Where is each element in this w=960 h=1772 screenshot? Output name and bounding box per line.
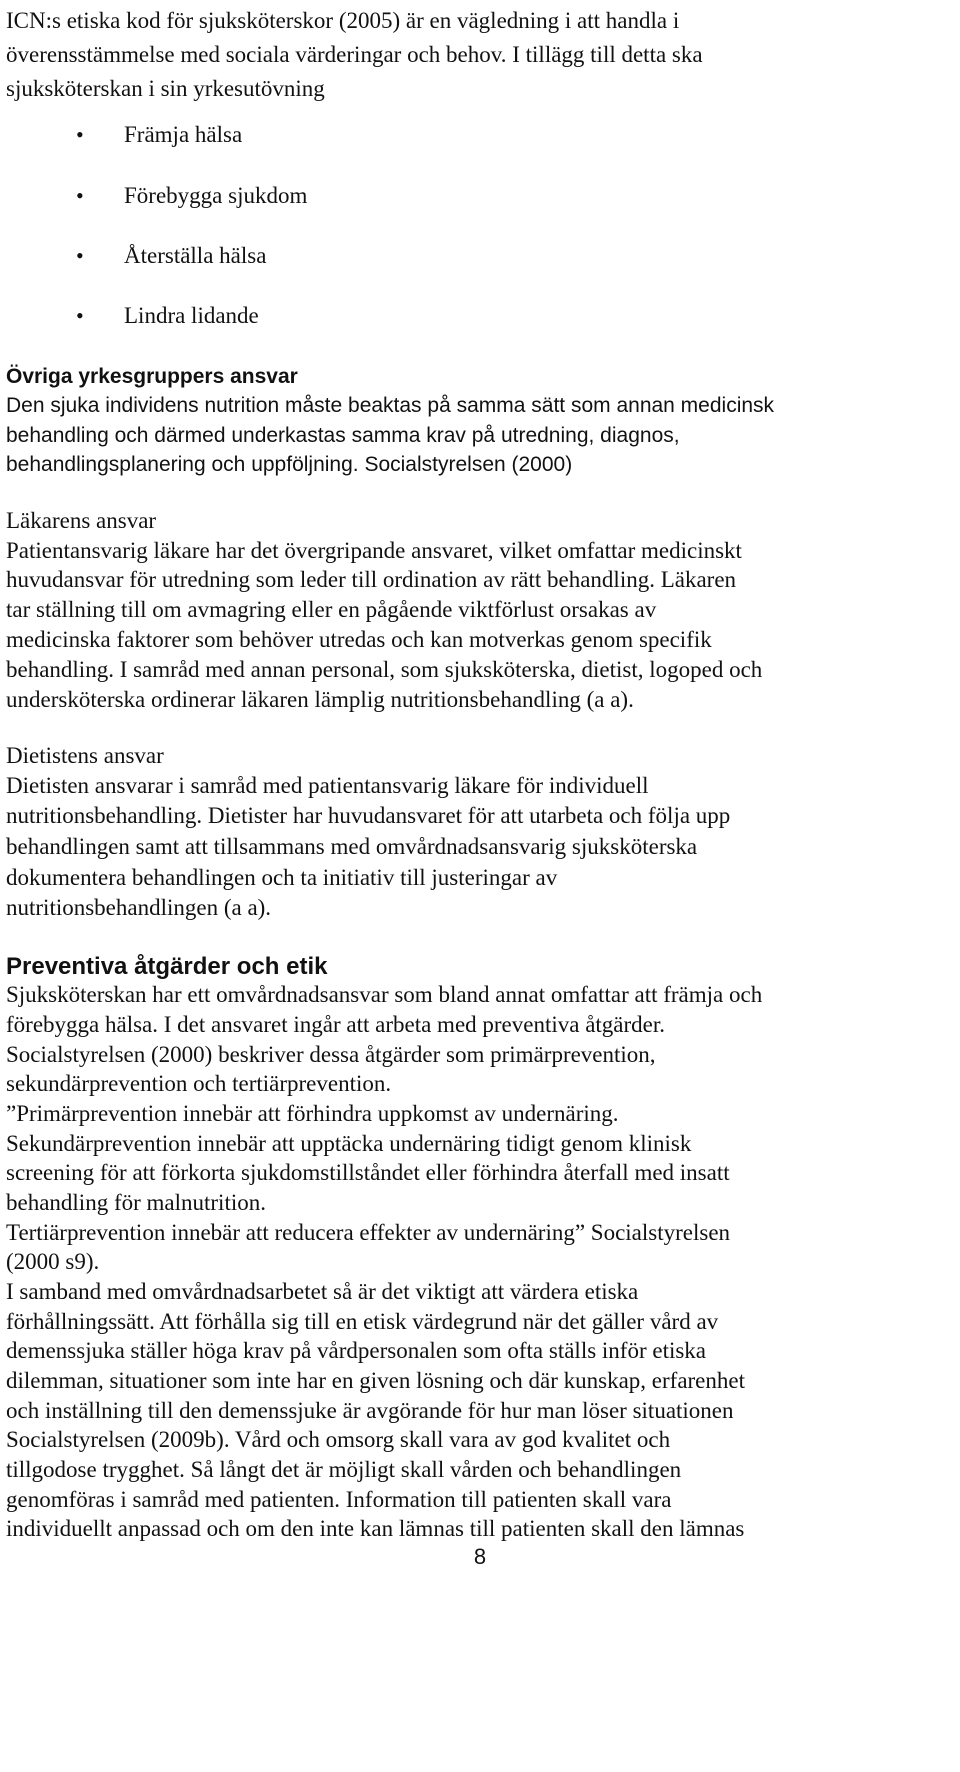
body-line: Sjuksköterskan har ett omvårdnadsansvar som bland annat omfattar att främja och <box>6 982 763 1007</box>
body-line: individuellt anpassad och om den inte kan lämnas till patienten skall den lämnas <box>6 1516 745 1541</box>
body-line: screening för att förkorta sjukdomstillståndet eller förhindra återfall med insatt <box>6 1160 730 1185</box>
bullet-marker: • <box>76 303 84 328</box>
bullet-item: Förebygga sjukdom <box>124 183 308 208</box>
section-heading: Preventiva åtgärder och etik <box>6 953 328 980</box>
body-line: (2000 s9). <box>6 1249 100 1274</box>
body-line: Patientansvarig läkare har det övergripande ansvaret, vilket omfattar medicinskt <box>6 538 742 563</box>
body-line: dokumentera behandlingen och ta initiativ till justeringar av <box>6 865 558 890</box>
body-line: behandling för malnutrition. <box>6 1190 266 1215</box>
body-line: Socialstyrelsen (2000) beskriver dessa åtgärder som primärprevention, <box>6 1042 656 1067</box>
body-line: behandlingsplanering och uppföljning. Socialstyrelsen (2000) <box>6 453 573 476</box>
body-line: medicinska faktorer som behöver utredas och kan motverkas genom specifik <box>6 627 712 652</box>
body-line: tar ställning till om avmagring eller en pågående viktförlust orsakas av <box>6 597 657 622</box>
section-heading: Övriga yrkesgruppers ansvar <box>6 365 298 388</box>
body-line: I samband med omvårdnadsarbetet så är det viktigt att värdera etiska <box>6 1279 639 1304</box>
bullet-item: Främja hälsa <box>124 122 243 147</box>
body-line: nutritionsbehandlingen (a a). <box>6 895 272 920</box>
bullet-item: Återställa hälsa <box>124 243 267 268</box>
body-line: Socialstyrelsen (2009b). Vård och omsorg skall vara av god kvalitet och <box>6 1427 671 1452</box>
body-line: undersköterska ordinerar läkaren lämplig nutritionsbehandling (a a). <box>6 687 634 712</box>
body-line: nutritionsbehandling. Dietister har huvudansvaret för att utarbeta och följa upp <box>6 803 731 828</box>
body-line: huvudansvar för utredning som leder till ordination av rätt behandling. Läkaren <box>6 567 737 592</box>
body-line: Dietisten ansvarar i samråd med patientansvarig läkare för individuell <box>6 773 649 798</box>
body-line: behandling. I samråd med annan personal, som sjuksköterska, dietist, logoped och <box>6 657 763 682</box>
body-line: och inställning till den demenssjuke är avgörande för hur man löser situationen <box>6 1398 734 1423</box>
intro-line: överensstämmelse med sociala värderingar och behov. I tillägg till detta ska <box>6 42 703 67</box>
body-line: Tertiärprevention innebär att reducera effekter av undernäring” Socialstyrelsen <box>6 1220 731 1245</box>
intro-line: ICN:s etiska kod för sjuksköterskor (2005) är en vägledning i att handla i <box>6 8 680 33</box>
body-line: dilemman, situationer som inte har en given lösning och där kunskap, erfarenhet <box>6 1368 745 1393</box>
section-heading: Dietistens ansvar <box>6 743 164 768</box>
body-line: demenssjuka ställer höga krav på vårdpersonalen som ofta ställs inför etiska <box>6 1338 707 1363</box>
bullet-marker: • <box>76 122 84 147</box>
bullet-item: Lindra lidande <box>124 303 259 328</box>
section-heading: Läkarens ansvar <box>6 508 157 533</box>
intro-line: sjuksköterskan i sin yrkesutövning <box>6 76 325 101</box>
page-number: 8 <box>473 1544 487 1569</box>
body-line: ”Primärprevention innebär att förhindra uppkomst av undernäring. <box>6 1101 619 1126</box>
bullet-marker: • <box>76 183 84 208</box>
body-line: sekundärprevention och tertiärprevention. <box>6 1071 392 1096</box>
bullet-marker: • <box>76 243 84 268</box>
body-line: Den sjuka individens nutrition måste beaktas på samma sätt som annan medicinsk <box>6 394 775 417</box>
body-line: förhållningssätt. Att förhålla sig till en etisk värdegrund när det gäller vård av <box>6 1309 719 1334</box>
body-line: förebygga hälsa. I det ansvaret ingår att arbeta med preventiva åtgärder. <box>6 1012 666 1037</box>
body-line: tillgodose trygghet. Så långt det är möjligt skall vården och behandlingen <box>6 1457 682 1482</box>
body-line: genomföras i samråd med patienten. Information till patienten skall vara <box>6 1487 672 1512</box>
body-line: behandling och därmed underkastas samma krav på utredning, diagnos, <box>6 424 680 447</box>
body-line: behandlingen samt att tillsammans med omvårdnadsansvarig sjuksköterska <box>6 834 698 859</box>
body-line: Sekundärprevention innebär att upptäcka undernäring tidigt genom klinisk <box>6 1131 692 1156</box>
